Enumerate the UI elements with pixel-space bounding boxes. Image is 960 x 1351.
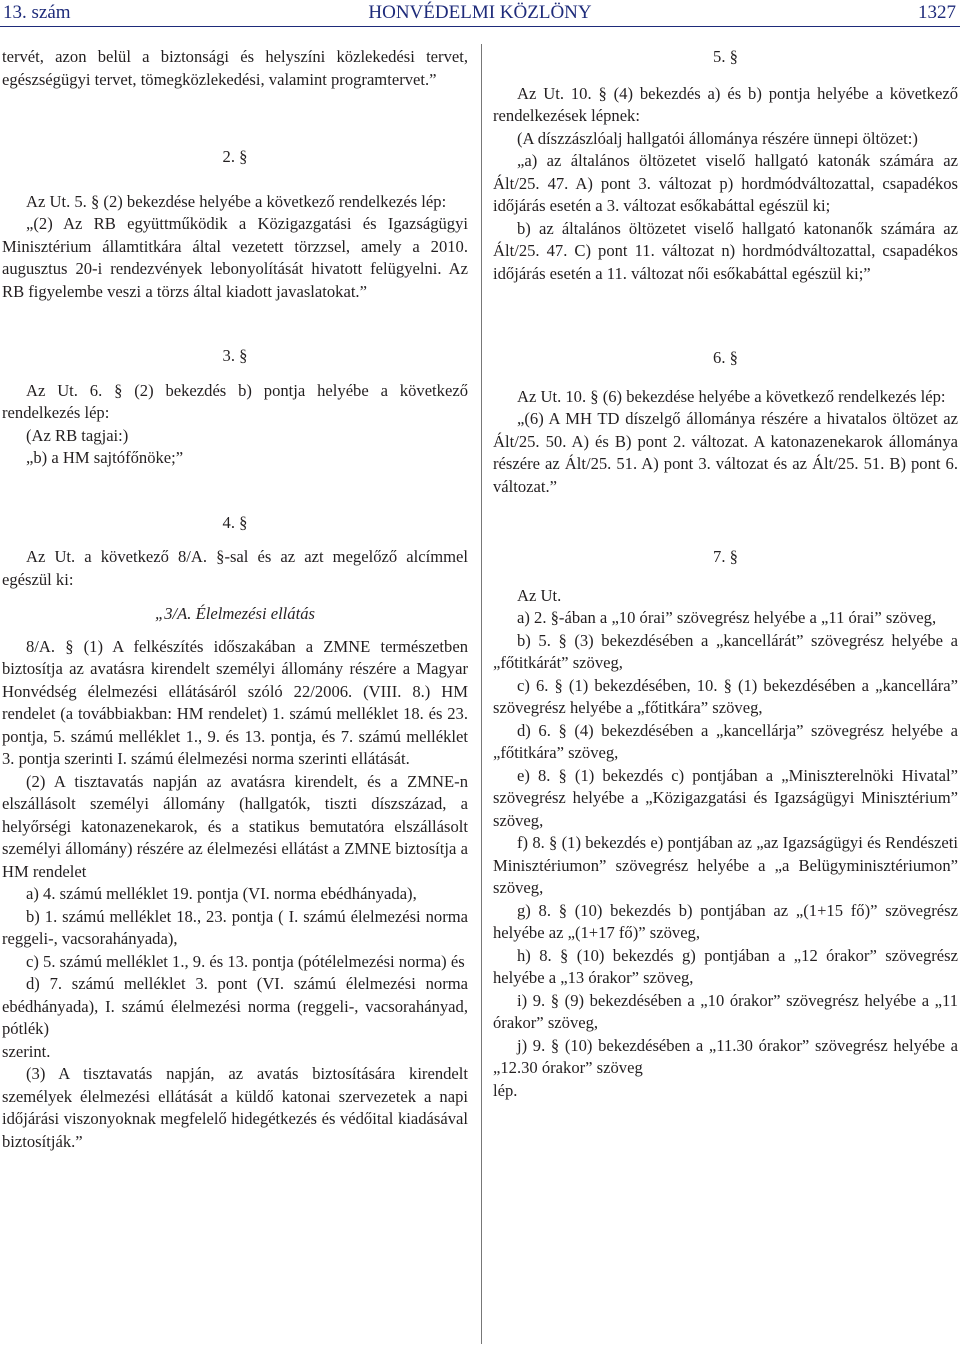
list-item: i) 9. § (9) bekezdésében a „10 órakor” szövegrész helyébe a „11 órakor” szöveg, [493,990,958,1032]
list-item: h) 8. § (10) bekezdés g) pontjában a „12 órakor” szövegrész helyébe a „13 órakor” szöveg, [493,945,958,987]
list-item: b) 1. számú melléklet 18., 23. pontja ( I. számú élelmezési norma reggeli-, vacsorahányada), [2,906,468,948]
list-item: d) 7. számú melléklet 3. pont (VI. számú élelmezési norma ebédhányada), I. számú élelmezési norma (reggeli-, vacsorahányad, pótlék) [2,974,468,1038]
list-item: b) 5. § (3) bekezdésében a „kancellárát” szövegrész helyébe a „főtitkárát” szöveg, [493,630,958,672]
journal-title: HONVÉDELMI KÖZLÖNY [368,2,592,23]
paragraph: szerint. [2,1041,51,1061]
list-item: c) 5. számú melléklet 1., 9. és 13. pontja (pótélelmezési norma) és [26,951,465,971]
paragraph: „b) a HM sajtófőnöke;” [26,448,184,467]
paragraph: „(6) A MH TD díszelgő állománya részére a hivatalos öltözet az Ált/25. 50. A) és B) pont 2. változat. A katonazenekarok állománya részére az Ált/25. 51. A) pont 3. változat és az Ált/25. 51. B) pont 6. változat.” [493,409,958,496]
list-item: j) 9. § (10) bekezdésében a „11.30 órakor” szövegrész helyébe a „12.30 órakor” szöveg [493,1035,958,1077]
section-heading: 5. § [713,47,738,66]
paragraph: (2) A tisztavatás napján az avatásra kirendelt, és a ZMNE-n elszállásolt személyi állomány (hallgatók, tiszti díszszázad, a helyőrségi katonazenekarok, és a statikus bemutatóra elszállásolt személyi állomány) részére az élelmezési ellátást a ZMNE biztosítja a HM rendelet [2,771,468,881]
left-column [2,46,468,1153]
paragraph: Az Ut. 5. § (2) bekezdése helyébe a következő rendelkezés lép: [26,191,447,211]
paragraph: (3) A tisztavatás napján, az avatás biztosítására kirendelt személyek élelmezési ellátását a küldő katonai szervezetek a napi időjárási viszonyoknak megfelelő hidegétkezés és védőital kiadásával biztosítják.” [2,1064,468,1151]
list-item: d) 6. § (4) bekezdésében a „kancellárja” szövegrész helyébe a „főtitkára” szöveg, [493,720,958,762]
list-item: e) 8. § (1) bekezdés c) pontjában a „Miniszterelnöki Hivatal” szövegrész helyébe a „Közigazgatási és Igazságügyi Minisztérium” szöveg, [493,765,958,830]
list-item: f) 8. § (1) bekezdés e) pontjában az „az Igazságügyi és Rendészeti Minisztériumon” szövegrész helyébe a „a Belügyminisztériumon” szöveg, [493,833,958,897]
section-heading: 4. § [222,512,248,532]
list-item: a) 4. számú melléklet 19. pontja (VI. norma ebédhányada), [26,884,417,903]
section-heading: 7. § [713,547,738,566]
list-item: b) az általános öltözetet viselő hallgató katonanők számára az Ált/25. 47. C) pont 11. változat n) hordmódváltozattal, csapadékos időjárás esetén a 11. változat női esőkabáttal egészül ki;” [493,218,958,283]
paragraph: lép. [493,1080,518,1100]
paragraph: Az Ut. 6. § (2) bekezdés b) pontja helyébe a következő rendelkezés lép: [2,380,468,422]
paragraph: Az Ut. [517,585,562,605]
list-item: g) 8. § (10) bekezdés b) pontjában az „(1+15 fő)” szövegrész helyébe az „(1+17 fő)” szöveg, [493,900,958,942]
list-item: „a) az általános öltözetet viselő hallgató katonák számára az Ált/25. 47. A) pont 3. változat p) hordmódváltozattal, csapadékos időjárás esetén a 3. változat esőkabáttal egészül ki; [493,151,958,215]
paragraph: Az Ut. a következő 8/A. §-sal és az azt megelőző alcímmel egészül ki: [2,547,468,589]
list-item: a) 2. §-ában a „10 órai” szövegrész helyébe a „11 órai” szöveg, [517,608,937,627]
section-heading: 6. § [713,348,738,367]
paragraph: 8/A. § (1) A felkészítés időszakában a ZMNE természetben biztosítja az avatásra kirendelt személyi állomány részére a Magyar Honvédség élelmezési ellátásáról szóló 22/2006. (VIII. 8.) HM rendelet (a továbbiakban: HM rendelet) 1. számú melléklet 18. és 23. pontja, 5. számú melléklet 1., 9. és 13. pontja, és 7. számú melléklet 3. pontja szerinti I. számú élelmezési norma szerinti ellátását. [2,636,468,768]
paragraph: Az Ut. 10. § (4) bekezdés a) és b) pontja helyébe a következő rendelkezések lépnek: [493,83,958,125]
section-heading: 2. § [222,147,248,166]
section-heading: 3. § [222,346,248,365]
paragraph: Az Ut. 10. § (6) bekezdése helyébe a következő rendelkezés lép: [517,386,946,406]
right-column [493,46,958,1102]
paragraph: (A díszzászlóalj hallgatói állománya részére ünnepi öltözet:) [517,128,918,148]
column-divider [481,44,482,1344]
subtitle: „3/A. Élelmezési ellátás [155,604,315,623]
paragraph: „(2) Az RB együttműködik a Közigazgatási és Igazságügyi Minisztérium államtitkára által vezetett törzzsel, amely a 2010. augusztus 20-i rendezvények lebonyolítását hivatott felügyelni. Az RB figyelembe veszi a törzs által kiadott javaslatokat.” [2,214,468,301]
issue-number: 13. szám [3,2,71,23]
page-header [0,0,960,24]
paragraph: (Az RB tagjai:) [26,425,129,445]
paragraph: tervét, azon belül a biztonsági és helyszíni közlekedési tervet, egészségügyi tervet, tömegközlekedési, valamint programtervet.” [2,47,468,89]
header-rule [0,26,960,27]
page-number: 1327 [918,2,956,23]
list-item: c) 6. § (1) bekezdésében, 10. § (1) bekezdésében a „kancellára” szövegrész helyébe a „főtitkára” szöveg, [493,675,958,717]
